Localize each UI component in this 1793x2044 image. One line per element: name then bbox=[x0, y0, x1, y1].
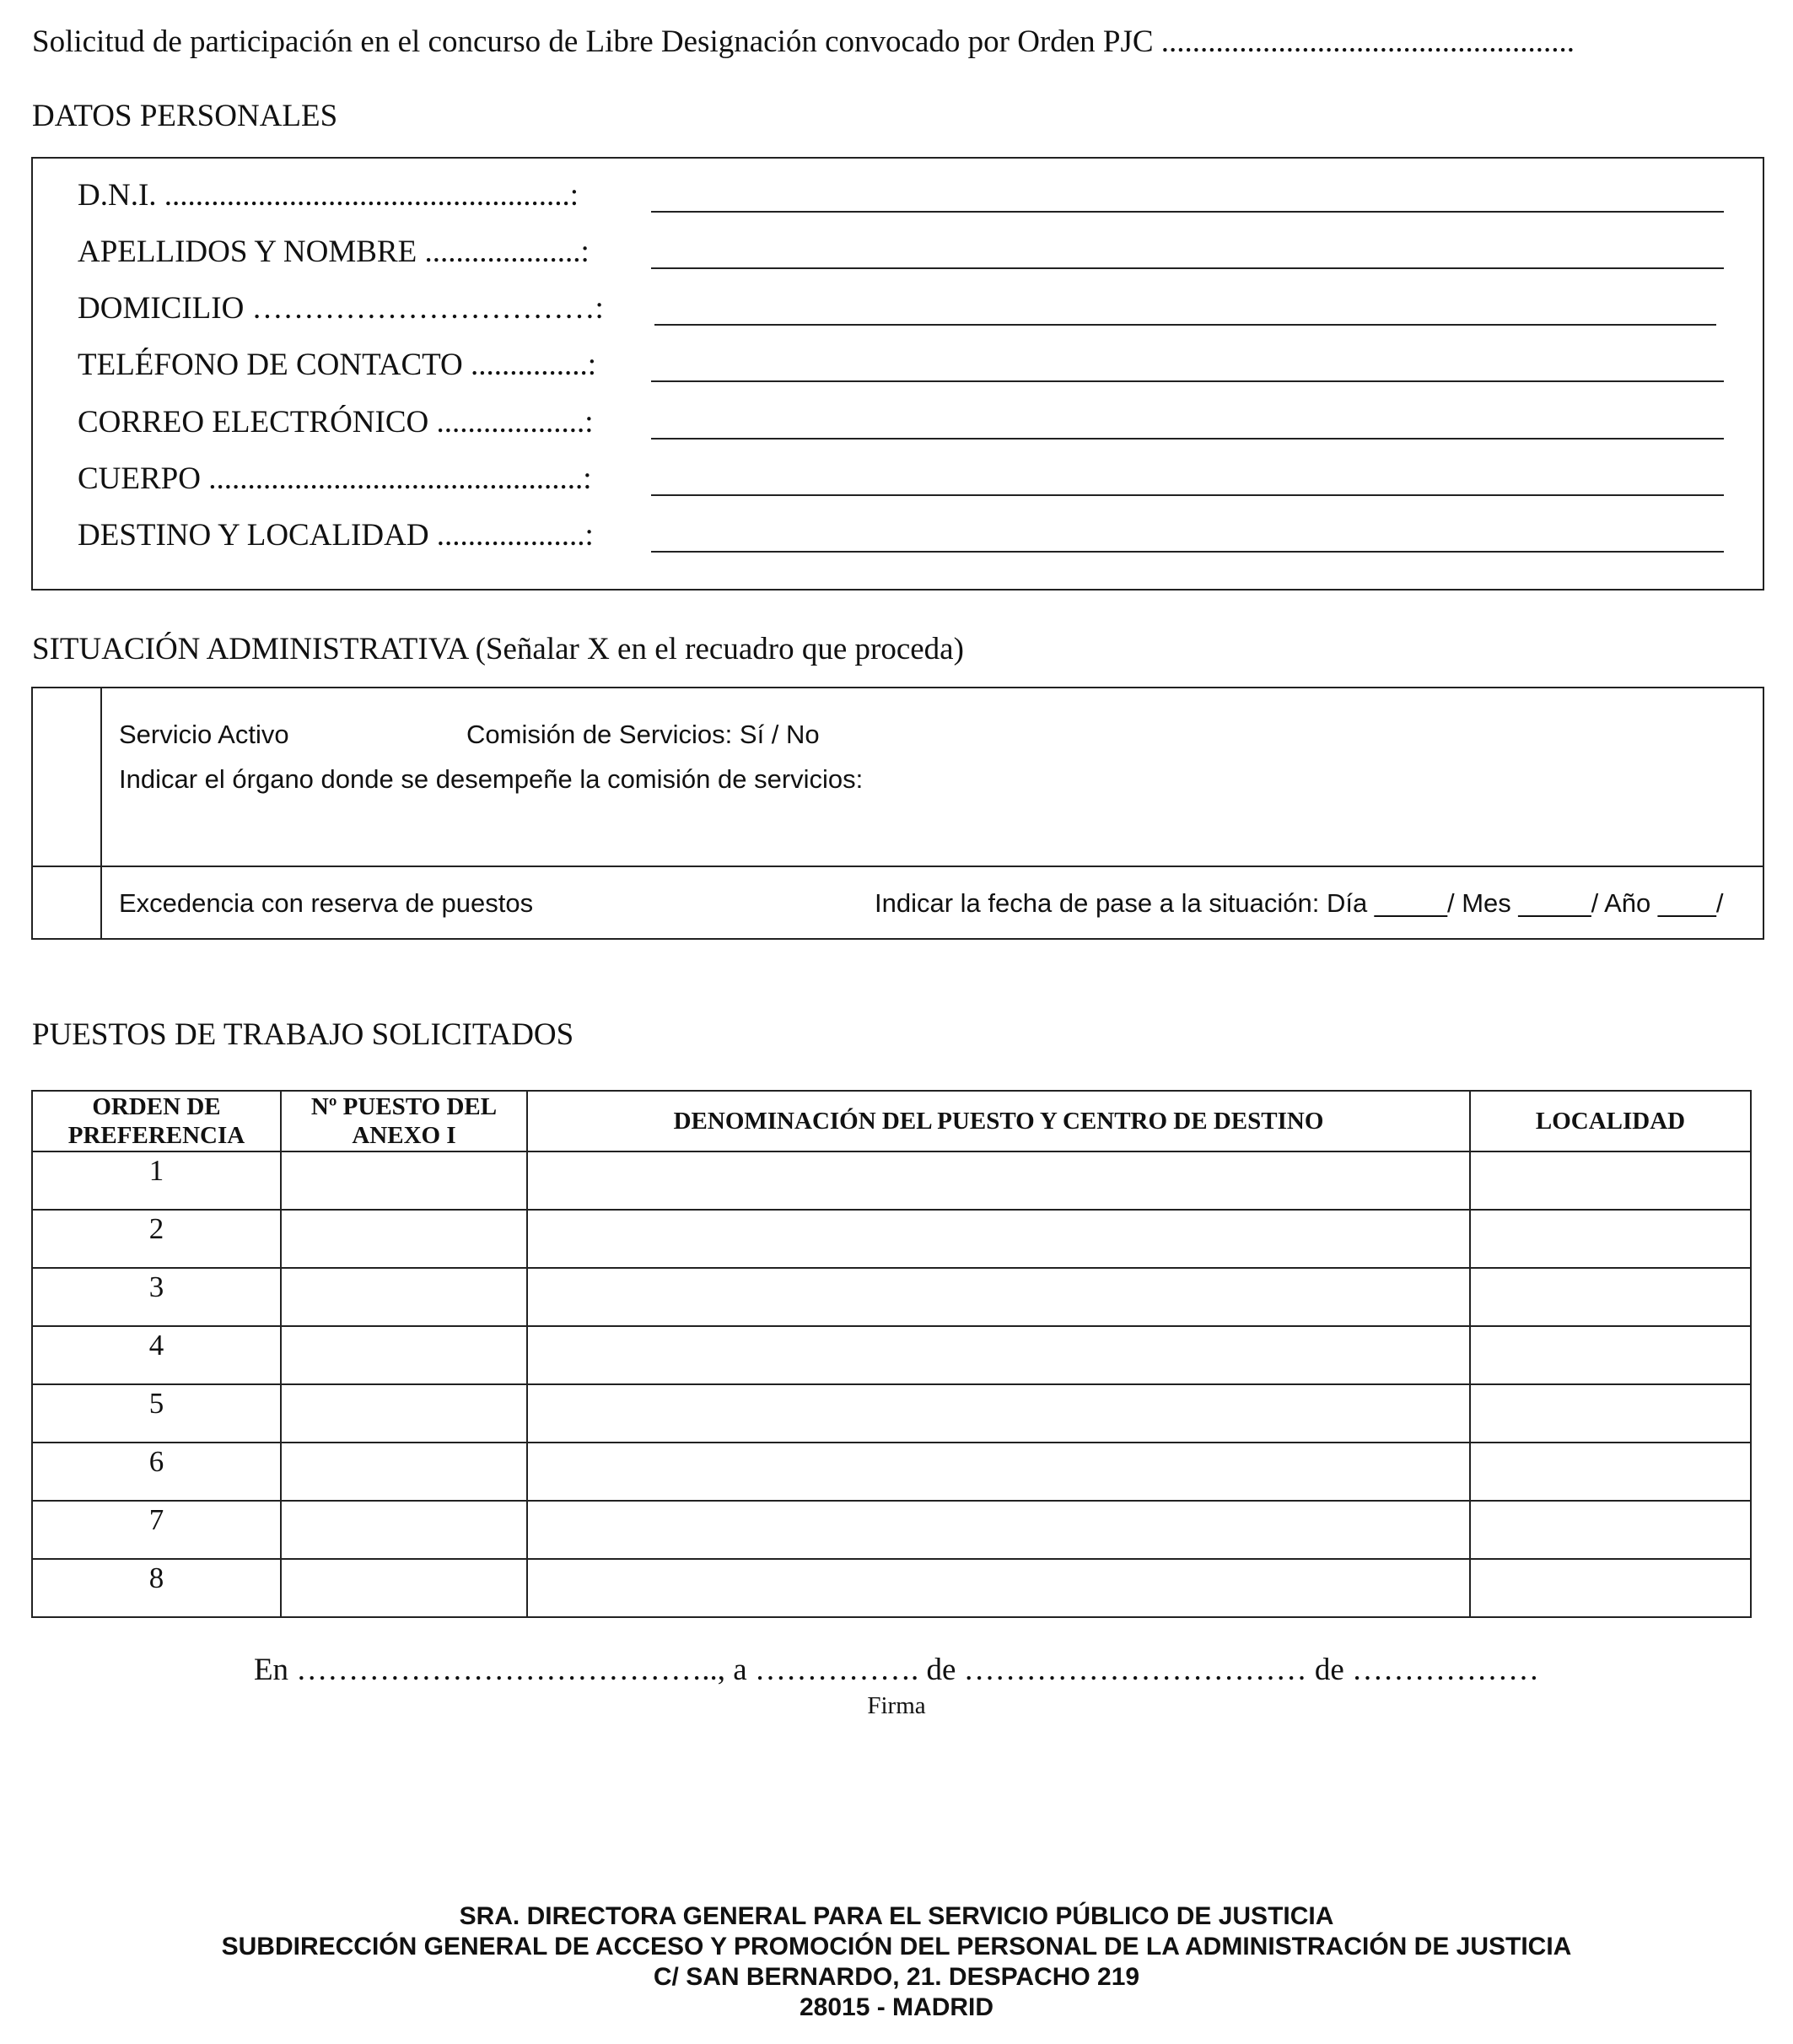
name-label: APELLIDOS Y NOMBRE ....................: bbox=[78, 235, 590, 269]
phone-label: TELÉFONO DE CONTACTO ...............: bbox=[78, 348, 597, 382]
footer-address bbox=[0, 1901, 1793, 2023]
posts-section-title: PUESTOS DE TRABAJO SOLICITADOS bbox=[32, 1017, 574, 1052]
address-field[interactable] bbox=[654, 324, 1716, 326]
locality-cell[interactable] bbox=[1470, 1501, 1751, 1559]
body-label: CUERPO ................................................: bbox=[78, 461, 592, 496]
post-number-cell[interactable] bbox=[281, 1443, 527, 1501]
table-row bbox=[32, 1268, 1751, 1326]
col-denomination-header: DENOMINACIÓN DEL PUESTO Y CENTRO DE DESTINO bbox=[527, 1091, 1470, 1151]
email-label: CORREO ELECTRÓNICO ...................: bbox=[78, 405, 594, 440]
order-cell: 1 bbox=[32, 1151, 281, 1210]
active-service-label: Servicio Activo bbox=[119, 720, 289, 749]
situation-row-divider bbox=[31, 866, 1764, 867]
leave-checkbox[interactable] bbox=[33, 867, 100, 938]
denomination-cell[interactable] bbox=[527, 1501, 1470, 1559]
leave-date-label: Indicar la fecha de pase a la situación: Día _____/ Mes _____/ Año ____/ bbox=[875, 888, 1724, 918]
address-label: DOMICILIO ……………………………: bbox=[78, 291, 604, 326]
footer-line-3: C/ SAN BERNARDO, 21. DESPACHO 219 bbox=[653, 1963, 1140, 1991]
posts-table bbox=[31, 1090, 1752, 1618]
post-number-cell[interactable] bbox=[281, 1501, 527, 1559]
denomination-cell[interactable] bbox=[527, 1326, 1470, 1384]
order-cell: 6 bbox=[32, 1443, 281, 1501]
order-cell: 2 bbox=[32, 1210, 281, 1268]
order-cell: 7 bbox=[32, 1501, 281, 1559]
denomination-cell[interactable] bbox=[527, 1559, 1470, 1617]
situation-section-title: SITUACIÓN ADMINISTRATIVA (Señalar X en el recuadro que proceda) bbox=[32, 632, 964, 666]
locality-cell[interactable] bbox=[1470, 1443, 1751, 1501]
commission-organ-label: Indicar el órgano donde se desempeñe la comisión de servicios: bbox=[119, 764, 864, 794]
post-number-cell[interactable] bbox=[281, 1384, 527, 1443]
col-post-number-header: Nº PUESTO DEL ANEXO I bbox=[281, 1091, 527, 1151]
denomination-cell[interactable] bbox=[527, 1151, 1470, 1210]
col-order-header: ORDEN DE PREFERENCIA bbox=[32, 1091, 281, 1151]
post-number-cell[interactable] bbox=[281, 1559, 527, 1617]
email-field[interactable] bbox=[651, 438, 1724, 440]
active-service-checkbox[interactable] bbox=[33, 688, 100, 865]
phone-field[interactable] bbox=[651, 380, 1724, 382]
order-cell: 3 bbox=[32, 1268, 281, 1326]
order-cell: 8 bbox=[32, 1559, 281, 1617]
personal-section-title: DATOS PERSONALES bbox=[32, 99, 338, 133]
destination-label: DESTINO Y LOCALIDAD ...................: bbox=[78, 518, 594, 553]
locality-cell[interactable] bbox=[1470, 1210, 1751, 1268]
locality-cell[interactable] bbox=[1470, 1151, 1751, 1210]
name-field[interactable] bbox=[651, 267, 1724, 269]
col-locality-header: LOCALIDAD bbox=[1470, 1091, 1751, 1151]
post-number-cell[interactable] bbox=[281, 1151, 527, 1210]
place-date-line: En ………………………………….., a ……………. de …………………………… de ……………… bbox=[253, 1653, 1540, 1687]
table-row bbox=[32, 1443, 1751, 1501]
table-row bbox=[32, 1210, 1751, 1268]
post-number-cell[interactable] bbox=[281, 1268, 527, 1326]
denomination-cell[interactable] bbox=[527, 1210, 1470, 1268]
denomination-cell[interactable] bbox=[527, 1268, 1470, 1326]
denomination-cell[interactable] bbox=[527, 1384, 1470, 1443]
table-row bbox=[32, 1559, 1751, 1617]
locality-cell[interactable] bbox=[1470, 1384, 1751, 1443]
order-cell: 5 bbox=[32, 1384, 281, 1443]
posts-table-header bbox=[32, 1091, 1751, 1151]
form-title: Solicitud de participación en el concurso de Libre Designación convocado por Orden PJC ..................................................... bbox=[32, 24, 1575, 59]
order-cell: 4 bbox=[32, 1326, 281, 1384]
locality-cell[interactable] bbox=[1470, 1326, 1751, 1384]
signature-label: Firma bbox=[867, 1692, 926, 1719]
denomination-cell[interactable] bbox=[527, 1443, 1470, 1501]
body-field[interactable] bbox=[651, 494, 1724, 496]
locality-cell[interactable] bbox=[1470, 1268, 1751, 1326]
locality-cell[interactable] bbox=[1470, 1559, 1751, 1617]
table-row bbox=[32, 1501, 1751, 1559]
footer-line-4: 28015 - MADRID bbox=[799, 1993, 994, 2021]
checkbox-column-divider bbox=[100, 687, 102, 940]
footer-line-2: SUBDIRECCIÓN GENERAL DE ACCESO Y PROMOCIÓN DEL PERSONAL DE LA ADMINISTRACIÓN DE JUSTICIA bbox=[221, 1933, 1572, 1960]
post-number-cell[interactable] bbox=[281, 1326, 527, 1384]
dni-label: D.N.I. ....................................................: bbox=[78, 178, 579, 213]
table-row bbox=[32, 1384, 1751, 1443]
commission-label: Comisión de Servicios: Sí / No bbox=[466, 720, 820, 749]
table-row bbox=[32, 1326, 1751, 1384]
destination-field[interactable] bbox=[651, 551, 1724, 553]
post-number-cell[interactable] bbox=[281, 1210, 527, 1268]
dni-field[interactable] bbox=[651, 211, 1724, 213]
leave-label: Excedencia con reserva de puestos bbox=[119, 888, 534, 918]
table-row bbox=[32, 1151, 1751, 1210]
footer-line-1: SRA. DIRECTORA GENERAL PARA EL SERVICIO PÚBLICO DE JUSTICIA bbox=[459, 1902, 1334, 1930]
